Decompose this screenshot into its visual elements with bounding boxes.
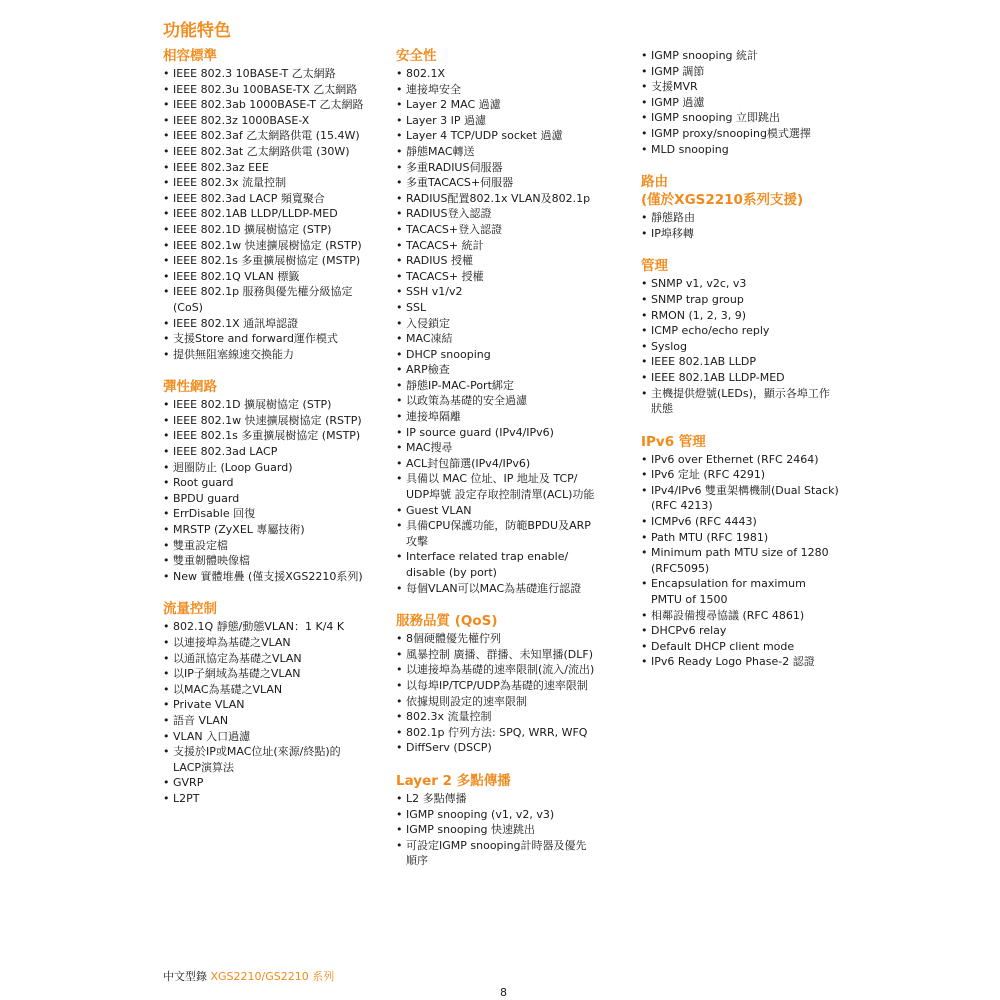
list-item: • 以MAC為基礎之VLAN (163, 682, 388, 698)
list-item: • IGMP snooping 立即跳出 (641, 110, 851, 126)
list-item: • New 實體堆疊 (僅支援XGS2210系列) (163, 569, 388, 585)
list-item: • 雙重韌體映像檔 (163, 553, 388, 569)
list-item: • 以政策為基礎的安全過濾 (396, 393, 626, 409)
list-item: • MRSTP (ZyXEL 專屬技術) (163, 522, 388, 538)
list-item: • SSL (396, 300, 626, 316)
list-item: • 語音 VLAN (163, 713, 388, 729)
list-item: • Root guard (163, 475, 388, 491)
section-heading-multicast: Layer 2 多點傳播 (396, 772, 511, 789)
list-item: • IEEE 802.1w 快速擴展樹協定 (RSTP) (163, 413, 388, 429)
list-item: • 具備CPU保護功能，防範BPDU及ARP 攻擊 (396, 518, 626, 549)
section-heading-resiliency: 彈性網路 (163, 379, 217, 396)
list-item: • IEEE 802.3z 1000BASE-X (163, 113, 388, 129)
list-item: • 多重RADIUS伺服器 (396, 160, 626, 176)
list-item: • 依據規則設定的速率限制 (396, 694, 626, 710)
list-routing (641, 210, 851, 241)
list-item: • L2 多點傳播 (396, 791, 626, 807)
list-item: • IEEE 802.1p 服務與優先權分級協定 (CoS) (163, 284, 388, 315)
list-item: • 802.1Q 靜態/動態VLAN：1 K/4 K (163, 619, 388, 635)
list-item: • 主機提供燈號(LEDs)，顯示各埠工作 狀態 (641, 386, 851, 417)
list-item: • GVRP (163, 775, 388, 791)
list-item: • IGMP 過濾 (641, 95, 851, 111)
list-item: • 靜態MAC轉送 (396, 144, 626, 160)
list-item: • RADIUS登入認證 (396, 206, 626, 222)
section-heading-routing: 路由 (641, 174, 668, 191)
list-item: • SNMP trap group (641, 292, 851, 308)
list-item: • IEEE 802.1X 通訊埠認證 (163, 316, 388, 332)
list-item: • Guest VLAN (396, 503, 626, 519)
list-item: • IEEE 802.1Q VLAN 標籤 (163, 269, 388, 285)
list-item: • 以每埠IP/TCP/UDP為基礎的速率限制 (396, 678, 626, 694)
list-item: • 入侵鎖定 (396, 316, 626, 332)
list-item: • Layer 3 IP 過濾 (396, 113, 626, 129)
list-item: • 相鄰設備搜尋協議 (RFC 4861) (641, 608, 851, 624)
list-item: • IEEE 802.1s 多重擴展樹協定 (MSTP) (163, 428, 388, 444)
list-item: • 802.1X (396, 66, 626, 82)
list-multicast (396, 791, 626, 869)
list-item: • Path MTU (RFC 1981) (641, 530, 851, 546)
list-item: • 靜態IP-MAC-Port綁定 (396, 378, 626, 394)
list-item: • IGMP snooping 快速跳出 (396, 822, 626, 838)
list-item: • 支援於IP或MAC位址(來源/終點)的 LACP演算法 (163, 744, 388, 775)
list-multicast-continued (641, 48, 851, 157)
list-item: • 提供無阻塞線速交換能力 (163, 347, 388, 363)
list-item: • IEEE 802.1AB LLDP (641, 354, 851, 370)
list-item: • 8個硬體優先權佇列 (396, 631, 626, 647)
list-item: • IGMP proxy/snooping模式選擇 (641, 126, 851, 142)
column-3 (641, 48, 851, 670)
list-item: • IEEE 802.3at 乙太網路供電 (30W) (163, 144, 388, 160)
list-item: • IGMP snooping 統計 (641, 48, 851, 64)
list-item: • IEEE 802.3x 流量控制 (163, 175, 388, 191)
list-item: • 支援MVR (641, 79, 851, 95)
list-item: • Layer 4 TCP/UDP socket 過濾 (396, 128, 626, 144)
list-item: • 靜態路由 (641, 210, 851, 226)
list-item: • IEEE 802.3af 乙太網路供電 (15.4W) (163, 128, 388, 144)
list-ipv6 (641, 452, 851, 670)
list-item: • 具備以 MAC 位址、IP 地址及 TCP/ UDP埠號 設定存取控制清單(ACL)功能 (396, 471, 626, 502)
list-resiliency (163, 397, 388, 584)
list-item: • 以IP子網域為基礎之VLAN (163, 666, 388, 682)
list-standards (163, 66, 388, 362)
list-item: • 可設定IGMP snooping計時器及優先 順序 (396, 838, 626, 869)
list-item: • DiffServ (DSCP) (396, 740, 626, 756)
list-item: • RADIUS配置802.1x VLAN及802.1p (396, 191, 626, 207)
list-item: • L2PT (163, 791, 388, 807)
list-item: • 連接埠安全 (396, 82, 626, 98)
list-item: • ARP檢查 (396, 362, 626, 378)
list-item: • RMON (1, 2, 3, 9) (641, 308, 851, 324)
list-item: • IPv6 over Ethernet (RFC 2464) (641, 452, 851, 468)
list-item: • IGMP snooping (v1, v2, v3) (396, 807, 626, 823)
list-item: • BPDU guard (163, 491, 388, 507)
list-item: • IEEE 802.3az EEE (163, 160, 388, 176)
list-item: • Private VLAN (163, 697, 388, 713)
list-qos (396, 631, 626, 756)
list-item: • IPv6 Ready Logo Phase-2 認證 (641, 654, 851, 670)
list-item: • SSH v1/v2 (396, 284, 626, 300)
footer-series: XGS2210/GS2210 系列 (210, 970, 335, 983)
list-item: • 風暴控制 廣播、群播、未知單播(DLF) (396, 647, 626, 663)
list-item: • DHCPv6 relay (641, 623, 851, 639)
list-item: • Encapsulation for maximum PMTU of 1500 (641, 576, 851, 607)
list-item: • ICMP echo/echo reply (641, 323, 851, 339)
footer (163, 968, 334, 984)
list-item: • TACACS+ 統計 (396, 238, 626, 254)
list-item: • 支援Store and forward運作模式 (163, 331, 388, 347)
list-item: • 連接埠隔離 (396, 409, 626, 425)
list-traffic-control (163, 619, 388, 806)
list-item: • TACACS+登入認證 (396, 222, 626, 238)
list-item: • 迴圈防止 (Loop Guard) (163, 460, 388, 476)
list-item: • IEEE 802.3ad LACP (163, 444, 388, 460)
section-heading-security: 安全性 (396, 48, 437, 64)
page-number: 8 (500, 986, 507, 999)
list-item: • 以連接埠為基礎的速率限制(流入/流出) (396, 662, 626, 678)
list-item: • IPv4/IPv6 雙重架構機制(Dual Stack) (RFC 4213) (641, 483, 851, 514)
list-item: • 以連接埠為基礎之VLAN (163, 635, 388, 651)
list-item: • IP source guard (IPv4/IPv6) (396, 425, 626, 441)
section-heading-traffic-control: 流量控制 (163, 601, 217, 618)
list-item: • IEEE 802.1AB LLDP/LLDP-MED (163, 206, 388, 222)
list-item: • ErrDisable 回復 (163, 506, 388, 522)
list-item: • Layer 2 MAC 過濾 (396, 97, 626, 113)
list-item: • IEEE 802.1D 擴展樹協定 (STP) (163, 397, 388, 413)
list-item: • IP埠移轉 (641, 226, 851, 242)
column-2 (396, 48, 626, 869)
list-item: • Syslog (641, 339, 851, 355)
list-item: • IEEE 802.3 10BASE-T 乙太網路 (163, 66, 388, 82)
list-item: • IEEE 802.1s 多重擴展樹協定 (MSTP) (163, 253, 388, 269)
list-item: • IEEE 802.3ad LACP 頻寬聚合 (163, 191, 388, 207)
list-item: • Default DHCP client mode (641, 639, 851, 655)
list-item: • MLD snooping (641, 142, 851, 158)
section-heading-management: 管理 (641, 258, 668, 275)
list-item: • VLAN 入口過濾 (163, 729, 388, 745)
list-item: • 以通訊協定為基礎之VLAN (163, 651, 388, 667)
list-item: • IEEE 802.1w 快速擴展樹協定 (RSTP) (163, 238, 388, 254)
footer-prefix: 中文型錄 (163, 970, 211, 983)
section-heading-standards: 相容標準 (163, 48, 217, 64)
list-management (641, 276, 851, 416)
list-item: • IEEE 802.1AB LLDP-MED (641, 370, 851, 386)
list-item: • RADIUS 授權 (396, 253, 626, 269)
list-item: • IEEE 802.3ab 1000BASE-T 乙太網路 (163, 97, 388, 113)
list-item: • MAC搜尋 (396, 440, 626, 456)
list-item: • Minimum path MTU size of 1280 (RFC5095) (641, 545, 851, 576)
column-1 (163, 48, 388, 807)
list-item: • 802.1p 佇列方法: SPQ, WRR, WFQ (396, 725, 626, 741)
list-item: • IGMP 調節 (641, 64, 851, 80)
section-heading-ipv6: IPv6 管理 (641, 433, 706, 450)
list-item: • 每個VLAN可以MAC為基礎進行認證 (396, 581, 626, 597)
list-item: • IPv6 定址 (RFC 4291) (641, 467, 851, 483)
list-item: • SNMP v1, v2c, v3 (641, 276, 851, 292)
list-item: • DHCP snooping (396, 347, 626, 363)
list-item: • 多重TACACS+伺服器 (396, 175, 626, 191)
list-item: • 雙重設定檔 (163, 538, 388, 554)
section-heading-qos: 服務品質 (QoS) (396, 613, 498, 630)
list-item: • TACACS+ 授權 (396, 269, 626, 285)
list-security (396, 66, 626, 596)
section-subheading-routing: (僅於XGS2210系列支援) (641, 192, 804, 209)
list-item: • ACL封包篩選(IPv4/IPv6) (396, 456, 626, 472)
page-title: 功能特色 (163, 21, 231, 41)
list-item: • 802.3x 流量控制 (396, 709, 626, 725)
list-item: • MAC凍結 (396, 331, 626, 347)
list-item: • Interface related trap enable/ disable (by port) (396, 549, 626, 580)
list-item: • ICMPv6 (RFC 4443) (641, 514, 851, 530)
list-item: • IEEE 802.3u 100BASE-TX 乙太網路 (163, 82, 388, 98)
list-item: • IEEE 802.1D 擴展樹協定 (STP) (163, 222, 388, 238)
